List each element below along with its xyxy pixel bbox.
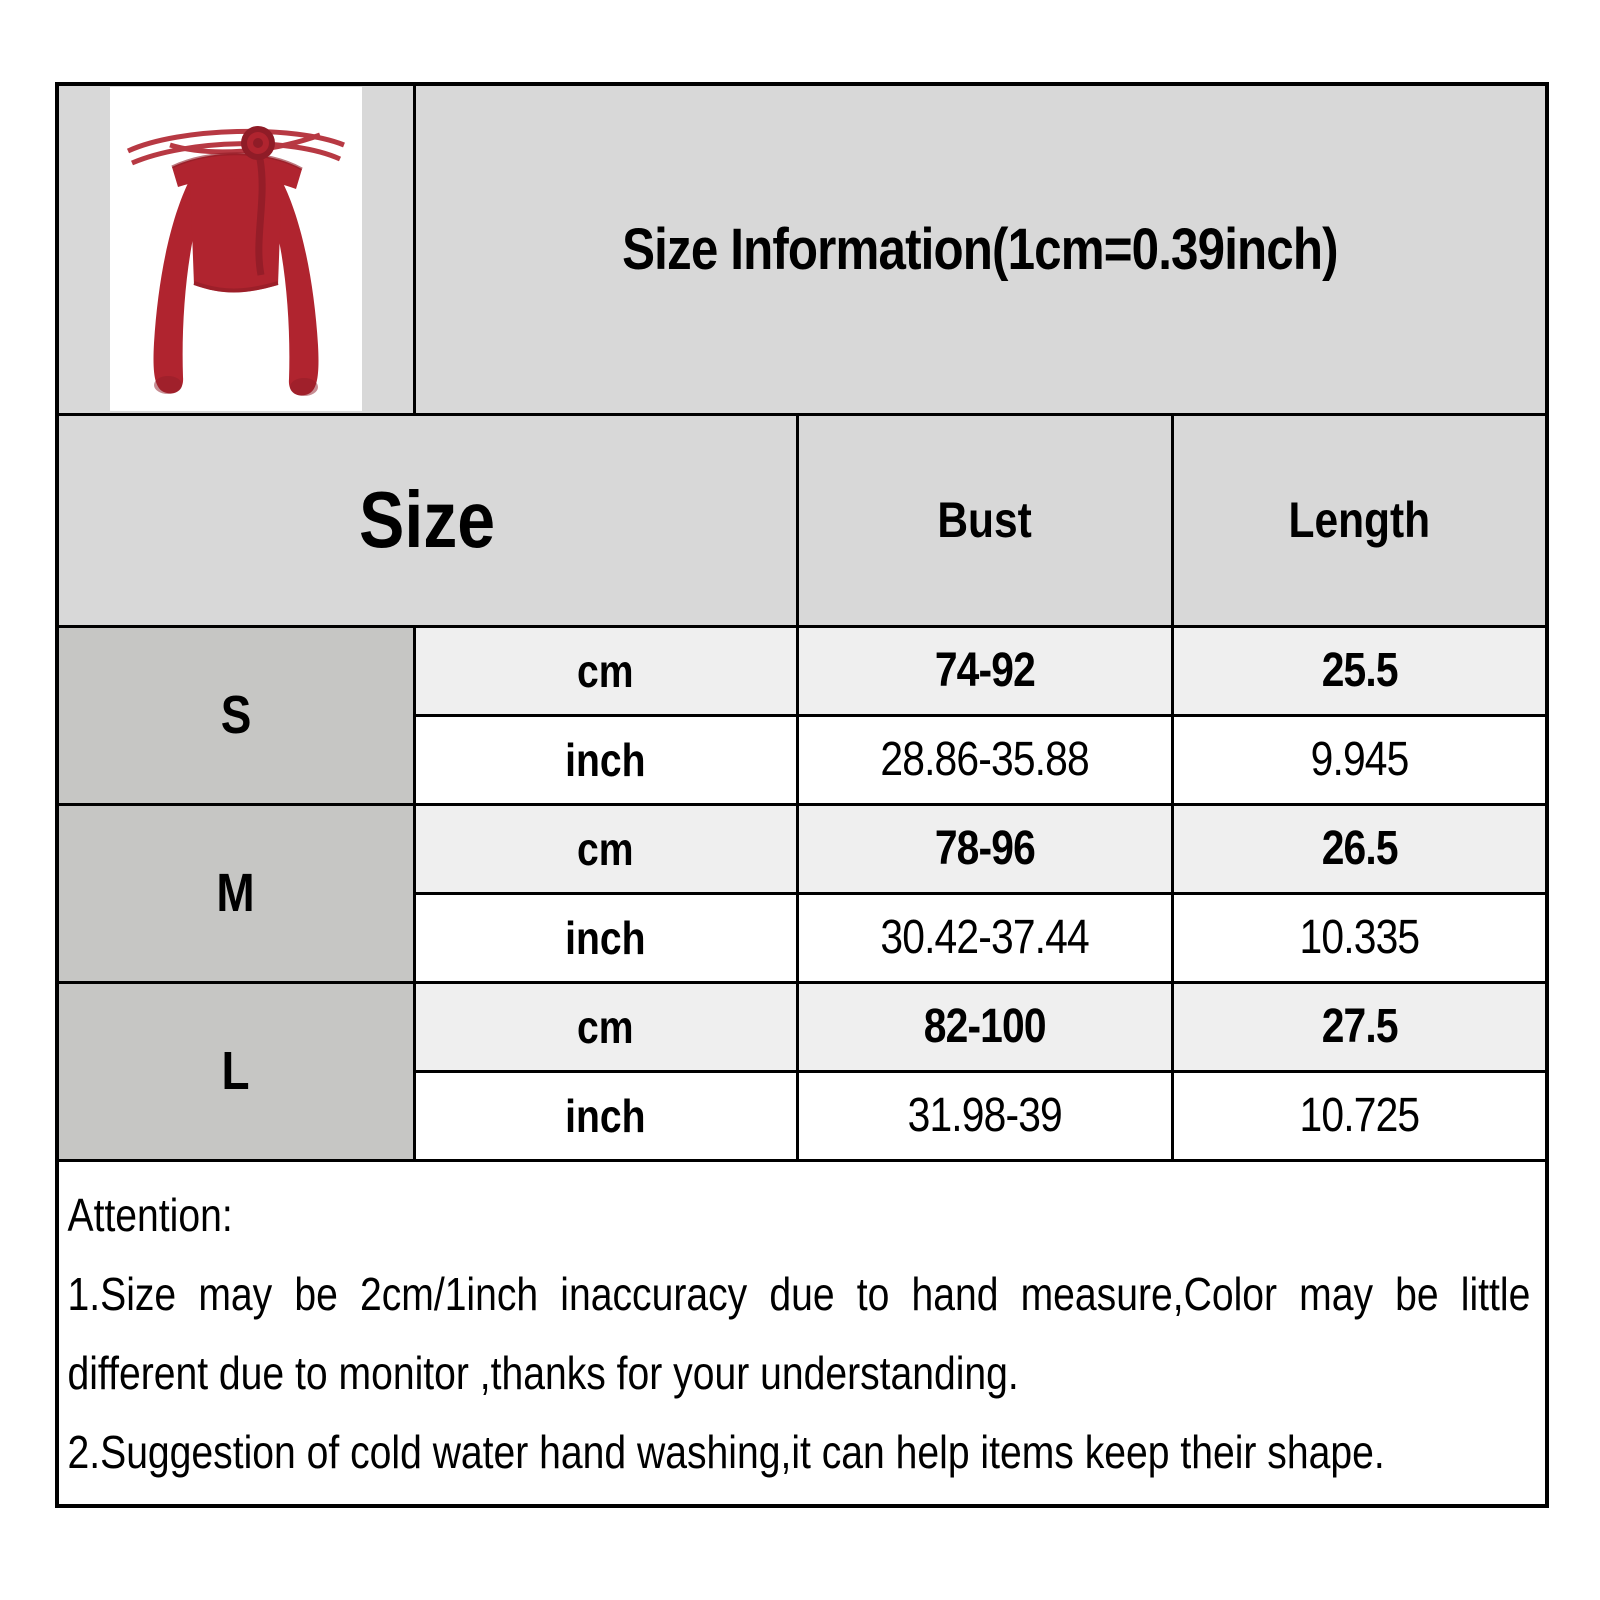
header-bust: Bust	[797, 414, 1172, 626]
bust-value-s-cm: 74-92	[797, 626, 1172, 715]
bust-value-s-inch: 28.86-35.88	[797, 715, 1172, 804]
unit-cm-l: cm	[414, 982, 797, 1071]
bust-value-l-cm: 82-100	[797, 982, 1172, 1071]
attention-note-2: 2.Suggestion of cold water hand washing,it can help items keep their shape.	[67, 1425, 1385, 1478]
header-size: Size	[57, 414, 797, 626]
bust-value-m-cm: 78-96	[797, 804, 1172, 893]
unit-inch-m: inch	[414, 893, 797, 982]
length-value-m-cm: 26.5	[1172, 804, 1547, 893]
header-length: Length	[1172, 414, 1547, 626]
size-label-l: L	[57, 982, 414, 1160]
length-value-s-cm: 25.5	[1172, 626, 1547, 715]
attention-heading: Attention:	[67, 1188, 233, 1241]
attention-section	[57, 1160, 1547, 1506]
page-title: Size Information(1cm=0.39inch)	[622, 216, 1339, 282]
length-value-l-inch: 10.725	[1172, 1071, 1547, 1160]
product-photo-cell	[57, 84, 414, 414]
crop-top-illustration-icon	[110, 87, 362, 411]
size-chart-table	[55, 82, 1549, 1508]
length-value-m-inch: 10.335	[1172, 893, 1547, 982]
unit-inch-l: inch	[414, 1071, 797, 1160]
length-value-l-cm: 27.5	[1172, 982, 1547, 1071]
product-photo	[110, 87, 362, 411]
unit-cm-m: cm	[414, 804, 797, 893]
size-label-s: S	[57, 626, 414, 804]
length-value-s-inch: 9.945	[1172, 715, 1547, 804]
attention-note-1: 1.Size may be 2cm/1inch inaccuracy due to hand measure,Color may be little different due to monitor ,thanks for your understanding.	[67, 1267, 1531, 1399]
sheet-title-cell	[414, 84, 1547, 414]
unit-cm-s: cm	[414, 626, 797, 715]
bust-value-l-inch: 31.98-39	[797, 1071, 1172, 1160]
size-label-m: M	[57, 804, 414, 982]
bust-value-m-inch: 30.42-37.44	[797, 893, 1172, 982]
unit-inch-s: inch	[414, 715, 797, 804]
